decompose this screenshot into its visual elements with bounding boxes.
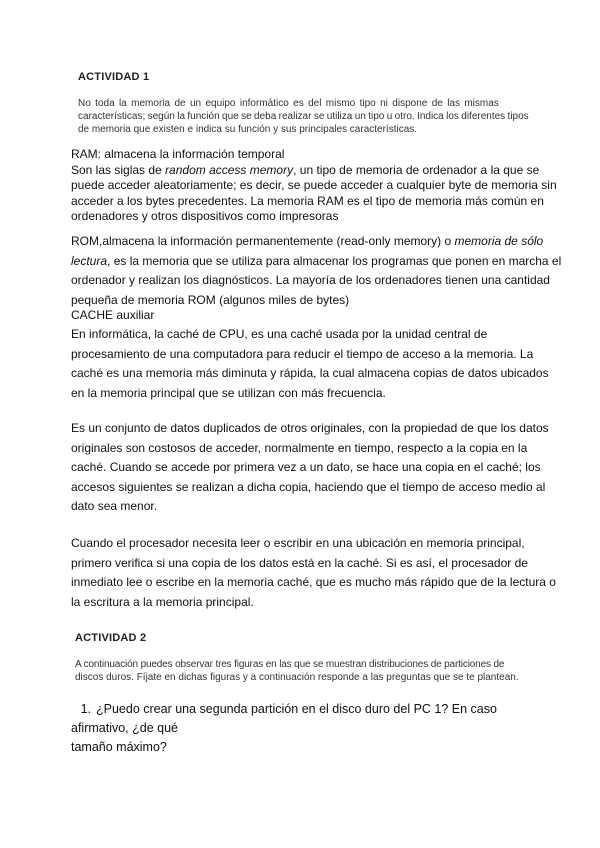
- rom-term: memoria de sólo: [454, 234, 544, 248]
- rom-line: pequeña de memoria ROM (algunos miles de bytes): [71, 292, 350, 307]
- cache-paragraph-1: [71, 325, 549, 403]
- cache-line: accesos siguientes se realizan a dicha copia, haciendo que el tiempo de acceso medio al: [71, 479, 546, 494]
- prompt-line: de memoria que existen e indica su función y sus principales características.: [78, 124, 418, 135]
- cache-line: originales son costosos de acceder, normalmente en tiempo, respecto a la copia en la: [71, 440, 528, 455]
- cache-line: caché es una memoria más diminuta y rápida, la cual almacena copias de datos ubicados: [71, 366, 549, 380]
- ram-line: puede acceder aleatoriamente; es decir, se puede acceder a cualquier byte de memoria sin: [71, 178, 557, 192]
- question-number: 1.: [80, 702, 91, 716]
- cache-line: caché. Cuando se accede por primera vez a un dato, se hace una copia en el caché; los: [71, 460, 541, 474]
- ram-line: Son las siglas de random access memory, un tipo de memoria de ordenador a la que se: [71, 162, 540, 177]
- ram-title: RAM: almacena la información temporal: [71, 147, 285, 161]
- ram-line: ordenadores y otros dispositivos como impresoras: [71, 209, 339, 223]
- rom-line: lectura, es la memoria que se utiliza para almacenar los programas que ponen en marcha el: [71, 253, 562, 268]
- prompt-line: No toda la memoria de un equipo informático es del mismo tipo ni dispone de las mismas: [78, 98, 499, 109]
- rom-section: [71, 232, 561, 310]
- cache-line: inmediato lee o escribe en la memoria caché, que es mucho más rápido que de la lectura o: [71, 575, 556, 589]
- actividad-1-heading: ACTIVIDAD 1: [78, 71, 150, 83]
- cache-paragraph-3: [71, 534, 556, 612]
- cache-line: procesamiento de una computadora para reducir el tiempo de acceso a la memoria. La: [71, 346, 534, 361]
- actividad-1-prompt: [78, 97, 530, 136]
- prompt-line: A continuación puedes observar tres figuras en las que se muestran distribuciones de particiones de: [75, 659, 505, 670]
- cache-line: en la memoria principal que se utilizan con más frecuencia.: [71, 385, 386, 400]
- cache-line: primero verifica si una copia de los datos está en la caché. Si es así, el procesador de: [71, 555, 528, 570]
- ram-term: random access memory: [165, 162, 294, 177]
- question-1-line-2: afirmativo, ¿de qué: [71, 721, 178, 735]
- question-1-line-1: 1. ¿Puedo crear una segunda partición en el disco duro del PC 1? En caso: [71, 700, 497, 719]
- question-1-line-3: tamaño máximo?: [71, 740, 167, 754]
- cache-line: la escritura a la memoria principal.: [71, 594, 254, 609]
- ram-line: acceder a los bytes precedentes. La memoria RAM es el tipo de memoria más común en: [71, 193, 544, 208]
- cache-line: Cuando el procesador necesita leer o escribir en una ubicación en memoria principal,: [71, 536, 525, 550]
- cache-line: Es un conjunto de datos duplicados de otros originales, con la propiedad de que los datos: [71, 421, 549, 435]
- cache-paragraph-2: [71, 419, 549, 517]
- prompt-line: características; según la función que se deba realizar se utiliza un tipo u otro. Indica los diferentes tipos: [78, 111, 529, 122]
- ram-section: [71, 147, 557, 225]
- cache-line: En informática, la caché de CPU, es una caché usada por la unidad central de: [71, 327, 488, 341]
- question-1: [71, 700, 497, 757]
- actividad-2-prompt: [75, 658, 519, 684]
- cache-line: dato sea menor.: [71, 499, 158, 513]
- actividad-2-heading: ACTIVIDAD 2: [75, 632, 147, 644]
- rom-line: ROM,almacena la información permanentemente (read-only memory) o memoria de sólo: [71, 234, 544, 248]
- cache-title: CACHE auxiliar: [71, 308, 155, 322]
- prompt-line: discos duros. Fíjate en dichas figuras y a continuación responde a las preguntas que se te plantean.: [75, 672, 519, 683]
- rom-line: ordenador y realizan los diagnósticos. La mayoría de los ordenadores tienen una cantidad: [71, 273, 550, 287]
